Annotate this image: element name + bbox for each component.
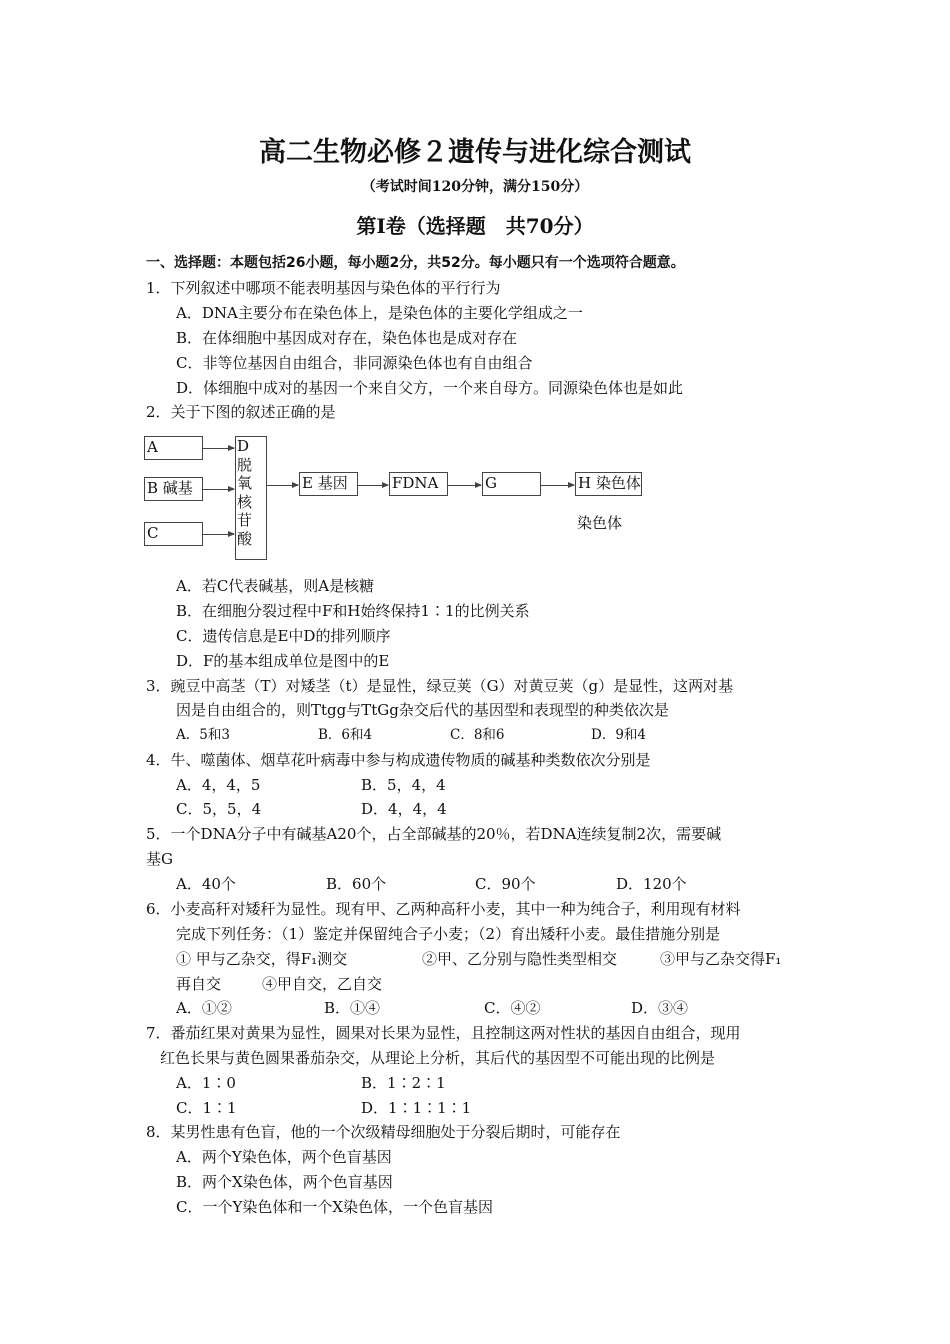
q1-stem: 1．下列叙述中哪项不能表明基因与染色体的平行行为 <box>146 279 501 297</box>
q6-measure-2: ②甲、乙分别与隐性类型相交 <box>422 950 618 968</box>
arrow-g-to-h <box>541 485 574 486</box>
q8-option-a: A．两个Y染色体，两个色盲基因 <box>176 1148 392 1166</box>
q1-option-c: C．非等位基因自由组合，非同源染色体也有自由组合 <box>176 354 533 372</box>
q7-option-a: A．1∶0 <box>176 1074 236 1092</box>
q6-option-c: C．④② <box>484 999 541 1017</box>
diagram-box-a: A <box>144 436 203 460</box>
diagram-caption: 染色体 <box>577 514 623 532</box>
arrow-c-to-d <box>203 534 234 535</box>
q6-measure-3-cont: 再自交 <box>176 975 222 993</box>
q5-option-a: A．40个 <box>176 875 236 893</box>
q6-stem-line1: 6．小麦高秆对矮秆为显性。现有甲、乙两种高秆小麦，其中一种为纯合子，利用现有材料 <box>146 900 741 918</box>
q1-option-b: B．在体细胞中基因成对存在，染色体也是成对存在 <box>176 329 518 347</box>
q2-stem: 2．关于下图的叙述正确的是 <box>146 403 336 421</box>
q5-option-d: D．120个 <box>616 875 687 893</box>
q3-option-b: B．6和4 <box>318 727 373 743</box>
arrow-b-to-d <box>203 489 234 490</box>
q3-option-a: A．5和3 <box>176 727 230 743</box>
q6-option-a: A．①② <box>176 999 232 1017</box>
section-heading: 一、选择题：本题包括26小题，每小题2分，共52分。每小题只有一个选项符合题意。 <box>146 255 685 271</box>
q7-option-b: B．1∶2∶1 <box>361 1074 446 1092</box>
q8-option-c: C．一个Y染色体和一个X染色体，一个色盲基因 <box>176 1198 494 1216</box>
q6-option-d: D．③④ <box>631 999 689 1017</box>
diagram-box-d: D 脱 氧 核 苷 酸 <box>235 436 267 560</box>
q8-stem: 8．某男性患有色盲，他的一个次级精母细胞处于分裂后期时，可能存在 <box>146 1123 621 1141</box>
arrow-d-to-e <box>267 485 298 486</box>
q4-option-a: A．4，4，5 <box>176 776 261 794</box>
diagram-box-g: G <box>482 472 541 496</box>
exam-info: （考试时间120分钟，满分150分） <box>361 179 589 195</box>
q7-stem-line2: 红色长果与黄色圆果番茄杂交，从理论上分析，其后代的基因型不可能出现的比例是 <box>160 1049 716 1067</box>
q2-option-d: D．F的基本组成单位是图中的E <box>176 652 390 670</box>
part-heading: 第Ⅰ卷（选择题 共70分） <box>356 214 594 238</box>
q3-stem-line1: 3．豌豆中高茎（T）对矮茎（t）是显性，绿豆荚（G）对黄豆荚（g）是显性，这两对基 <box>146 677 734 695</box>
q7-stem-line1: 7．番茄红果对黄果为显性，圆果对长果为显性，且控制这两对性状的基因自由组合，现用 <box>146 1024 741 1042</box>
q2-option-a: A．若C代表碱基，则A是核糖 <box>176 577 375 595</box>
q6-option-b: B．①④ <box>324 999 381 1017</box>
q4-option-b: B．5，4，4 <box>361 776 446 794</box>
q2-option-b: B．在细胞分裂过程中F和H始终保持1∶1的比例关系 <box>176 602 530 620</box>
q1-option-a: A．DNA主要分布在染色体上，是染色体的主要化学组成之一 <box>176 304 583 322</box>
arrow-a-to-d <box>203 448 234 449</box>
diagram-box-b: B 碱基 <box>144 477 203 501</box>
arrow-f-to-g <box>448 485 481 486</box>
q3-option-d: D．9和4 <box>591 727 647 743</box>
diagram-box-e: E 基因 <box>299 472 358 496</box>
q1-option-d: D．体细胞中成对的基因一个来自父方，一个来自母方。同源染色体也是如此 <box>176 379 684 397</box>
q4-option-c: C．5，5，4 <box>176 800 262 818</box>
diagram-box-h: H 染色体 <box>575 472 642 496</box>
page-title: 高二生物必修２遗传与进化综合测试 <box>259 137 691 168</box>
q5-stem-line2: 基G <box>146 850 173 868</box>
diagram-box-c: C <box>144 522 203 546</box>
q3-stem-line2: 因是自由组合的，则Ttgg与TtGg杂交后代的基因型和表现型的种类依次是 <box>176 701 669 719</box>
q4-stem: 4．牛、噬菌体、烟草花叶病毒中参与构成遗传物质的碱基种类数依次分别是 <box>146 751 651 769</box>
q6-measure-1: ① 甲与乙杂交，得F₁测交 <box>176 950 348 968</box>
q7-option-d: D．1∶1∶1∶1 <box>361 1099 472 1117</box>
arrow-e-to-f <box>358 485 388 486</box>
q6-measure-3: ③甲与乙杂交得F₁ <box>660 950 782 968</box>
q2-option-c: C．遗传信息是E中D的排列顺序 <box>176 627 391 645</box>
q6-stem-line2: 完成下列任务：（1）鉴定并保留纯合子小麦；（2）育出矮秆小麦。最佳措施分别是 <box>176 925 721 943</box>
q6-measure-4: ④甲自交，乙自交 <box>262 975 383 993</box>
q8-option-b: B．两个X染色体，两个色盲基因 <box>176 1173 393 1191</box>
q5-option-c: C．90个 <box>475 875 536 893</box>
q5-stem-line1: 5．一个DNA分子中有碱基A20个，占全部碱基的20％，若DNA连续复制2次，需要碱 <box>146 825 722 843</box>
q7-option-c: C．1∶1 <box>176 1099 237 1117</box>
q5-option-b: B．60个 <box>326 875 387 893</box>
q3-option-c: C．8和6 <box>450 727 505 743</box>
diagram-box-f: FDNA <box>389 472 448 496</box>
q4-option-d: D．4，4，4 <box>361 800 447 818</box>
